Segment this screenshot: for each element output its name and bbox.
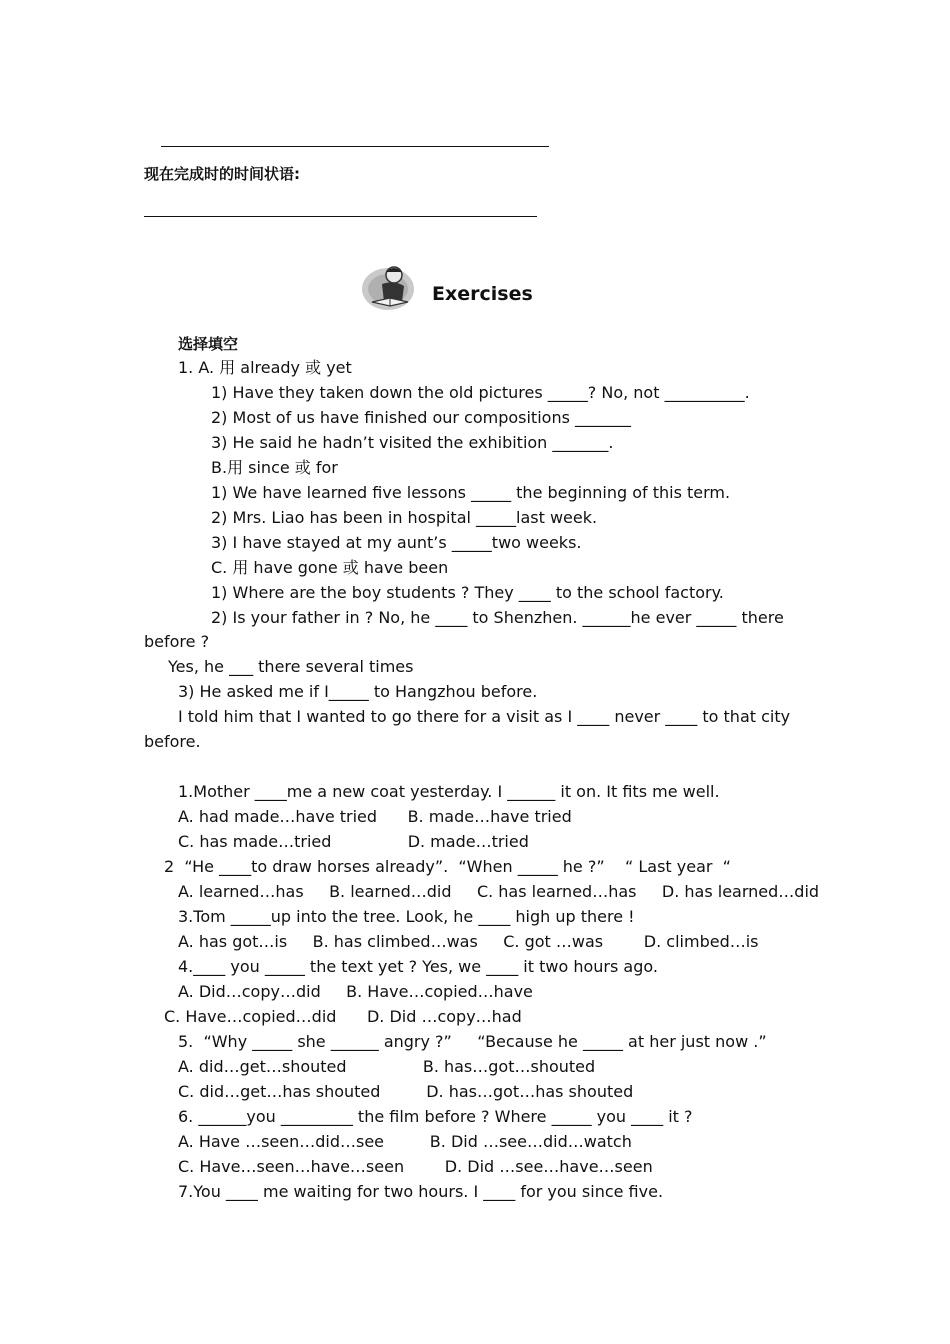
part1-b-item: 2) Mrs. Liao has been in hospital _____last week. <box>211 508 598 527</box>
part1-c-title: C. 用 have gone 或 have been <box>211 558 449 577</box>
part1-b-title: B.用 since 或 for <box>211 458 338 477</box>
part1-title: 1. A. 用 already 或 yet <box>178 358 352 377</box>
part1-b-item: 3) I have stayed at my aunt’s _____two weeks. <box>211 533 582 552</box>
part1-c-item: Yes, he ___ there several times <box>168 657 414 676</box>
blank-line-top <box>161 146 549 147</box>
question-line: A. Did…copy…did B. Have…copied…have <box>178 982 533 1001</box>
part1-c-item: before. <box>144 732 201 751</box>
question-line: 7.You ____ me waiting for two hours. I ____ for you since five. <box>178 1182 664 1201</box>
question-line: 6. ______you _________ the film before ? Where _____ you ____ it ? <box>178 1107 693 1126</box>
question-line: 2 “He ____to draw horses already”. “When _____ he ?” “ Last year “ <box>164 857 731 876</box>
student-reading-icon <box>360 262 420 312</box>
question-line: A. has got…is B. has climbed…was C. got …was D. climbed…is <box>178 932 759 951</box>
part1-a-item: 1) Have they taken down the old pictures _____? No, not __________. <box>211 383 750 402</box>
question-line: A. learned…has B. learned…did C. has learned…has D. has learned…did <box>178 882 820 901</box>
question-line: 5. “Why _____ she ______ angry ?” “Because he _____ at her just now .” <box>178 1032 767 1051</box>
time-adverbials-label: 现在完成时的时间状语: <box>144 165 300 183</box>
question-line: C. has made…tried D. made…tried <box>178 832 529 851</box>
part1-b-item: 1) We have learned five lessons _____ the beginning of this term. <box>211 483 731 502</box>
part1-a-item: 2) Most of us have finished our compositions _______ <box>211 408 631 427</box>
question-line: C. Have…seen…have…seen D. Did …see…have…seen <box>178 1157 653 1176</box>
question-line: C. Have…copied…did D. Did …copy…had <box>164 1007 522 1026</box>
part1-c-item: 3) He asked me if I_____ to Hangzhou before. <box>178 682 538 701</box>
part1-c-item: 1) Where are the boy students ? They ____ to the school factory. <box>211 583 724 602</box>
part1-a-item: 3) He said he hadn’t visited the exhibition _______. <box>211 433 614 452</box>
question-line: 1.Mother ____me a new coat yesterday. I ______ it on. It fits me well. <box>178 782 720 801</box>
part1-c-item: before ? <box>144 632 210 651</box>
question-line: A. had made…have tried B. made…have tried <box>178 807 572 826</box>
question-line: C. did…get…has shouted D. has…got…has shouted <box>178 1082 634 1101</box>
blank-line-answer <box>144 216 537 217</box>
part1-c-item: 2) Is your father in ? No, he ____ to Shenzhen. ______he ever _____ there <box>211 608 784 627</box>
question-line: A. Have …seen…did…see B. Did …see…did…watch <box>178 1132 632 1151</box>
question-line: 3.Tom _____up into the tree. Look, he ____ high up there ! <box>178 907 635 926</box>
question-line: 4.____ you _____ the text yet ? Yes, we ____ it two hours ago. <box>178 957 658 976</box>
section-title: 选择填空 <box>178 335 239 353</box>
exercises-title: Exercises <box>432 283 533 305</box>
question-line: A. did…get…shouted B. has…got…shouted <box>178 1057 596 1076</box>
part1-c-item: I told him that I wanted to go there for a visit as I ____ never ____ to that city <box>178 707 791 726</box>
